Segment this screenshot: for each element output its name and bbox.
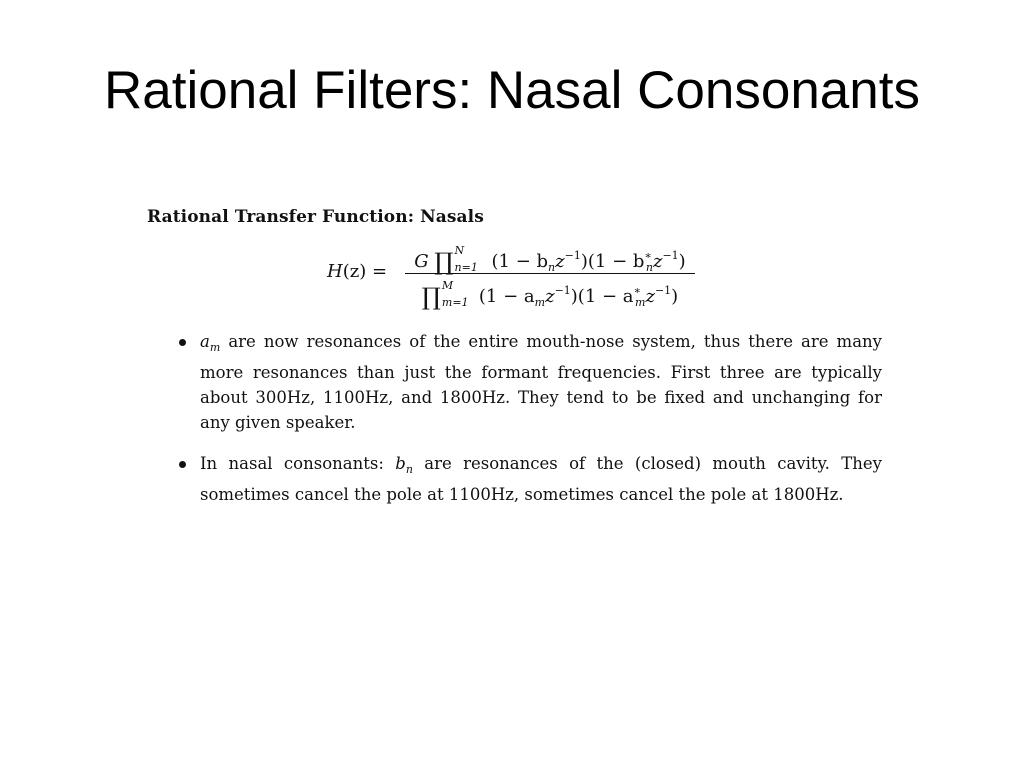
math-variable-subscript: m bbox=[209, 341, 221, 354]
math-variable: b bbox=[395, 454, 406, 473]
bullet-marker bbox=[179, 339, 186, 346]
numerator-lower-limit: n=1 bbox=[454, 261, 478, 274]
denominator-z-1: z bbox=[545, 286, 555, 307]
denominator-factor-open: (1 − a bbox=[478, 286, 535, 307]
denominator-sub-1: m bbox=[534, 296, 546, 309]
numerator-sub-2: n bbox=[645, 261, 653, 274]
bullet-list bbox=[147, 329, 882, 507]
math-variable: a bbox=[200, 332, 210, 351]
denominator-lower-limit: m=1 bbox=[441, 296, 469, 309]
denominator-sub-2: m bbox=[635, 296, 646, 309]
denominator-exp-2: −1 bbox=[654, 284, 672, 297]
denominator-exp-1: −1 bbox=[554, 284, 571, 297]
denominator-product-symbol: ∏ bbox=[421, 283, 441, 311]
denominator-factor-mid: )(1 − a bbox=[570, 286, 634, 307]
denominator-conjugate-star: ∗ bbox=[633, 284, 642, 297]
bullet-text: are resonances of the (closed) mouth cavity. They sometimes cancel the pole at 1100Hz, sometimes cancel the pole at 1800Hz. bbox=[200, 454, 882, 504]
bullet-text: are now resonances of the entire mouth-nose system, thus there are many more resonances than just the formant frequencies. First three are typically about 300Hz, 1100Hz, and 1800Hz. They tend to be fixed and unchanging for any given speaker. bbox=[200, 332, 882, 432]
numerator-exp-2: −1 bbox=[662, 249, 679, 262]
list-item bbox=[147, 451, 882, 507]
equation-fraction bbox=[405, 241, 695, 311]
numerator-conjugate-star: ∗ bbox=[644, 249, 652, 262]
lhs-argument: (z) = bbox=[342, 261, 388, 282]
numerator-factor-close: ) bbox=[678, 251, 686, 272]
numerator-factor-open: (1 − b bbox=[491, 251, 549, 272]
section-heading: Rational Transfer Function: Nasals bbox=[147, 207, 484, 227]
numerator-upper-limit: N bbox=[454, 244, 465, 257]
equation-denominator bbox=[405, 276, 695, 311]
lhs-function: H bbox=[327, 261, 343, 282]
bullet-prefix: In nasal consonants: bbox=[200, 454, 396, 473]
numerator-factor-mid: )(1 − b bbox=[580, 251, 645, 272]
gain-symbol: G bbox=[414, 251, 429, 272]
denominator-limits bbox=[441, 280, 479, 308]
transfer-function-equation bbox=[147, 241, 882, 311]
numerator-z-1: z bbox=[555, 251, 565, 272]
numerator-z-2: z bbox=[652, 251, 663, 272]
numerator-sub-1: n bbox=[548, 261, 556, 274]
list-item bbox=[147, 329, 882, 435]
transfer-function-figure bbox=[147, 207, 882, 523]
equation-lhs bbox=[327, 261, 387, 282]
denominator-factor-close: ) bbox=[671, 286, 679, 307]
denominator-upper-limit: M bbox=[441, 279, 454, 292]
denominator-z-2: z bbox=[645, 286, 655, 307]
numerator-limits bbox=[454, 245, 492, 273]
equation-numerator bbox=[405, 241, 695, 276]
math-variable-subscript: n bbox=[405, 463, 413, 476]
numerator-exp-1: −1 bbox=[564, 249, 581, 262]
bullet-marker bbox=[179, 461, 186, 468]
slide-title: Rational Filters: Nasal Consonants bbox=[104, 61, 920, 120]
numerator-product-symbol: ∏ bbox=[434, 248, 454, 276]
